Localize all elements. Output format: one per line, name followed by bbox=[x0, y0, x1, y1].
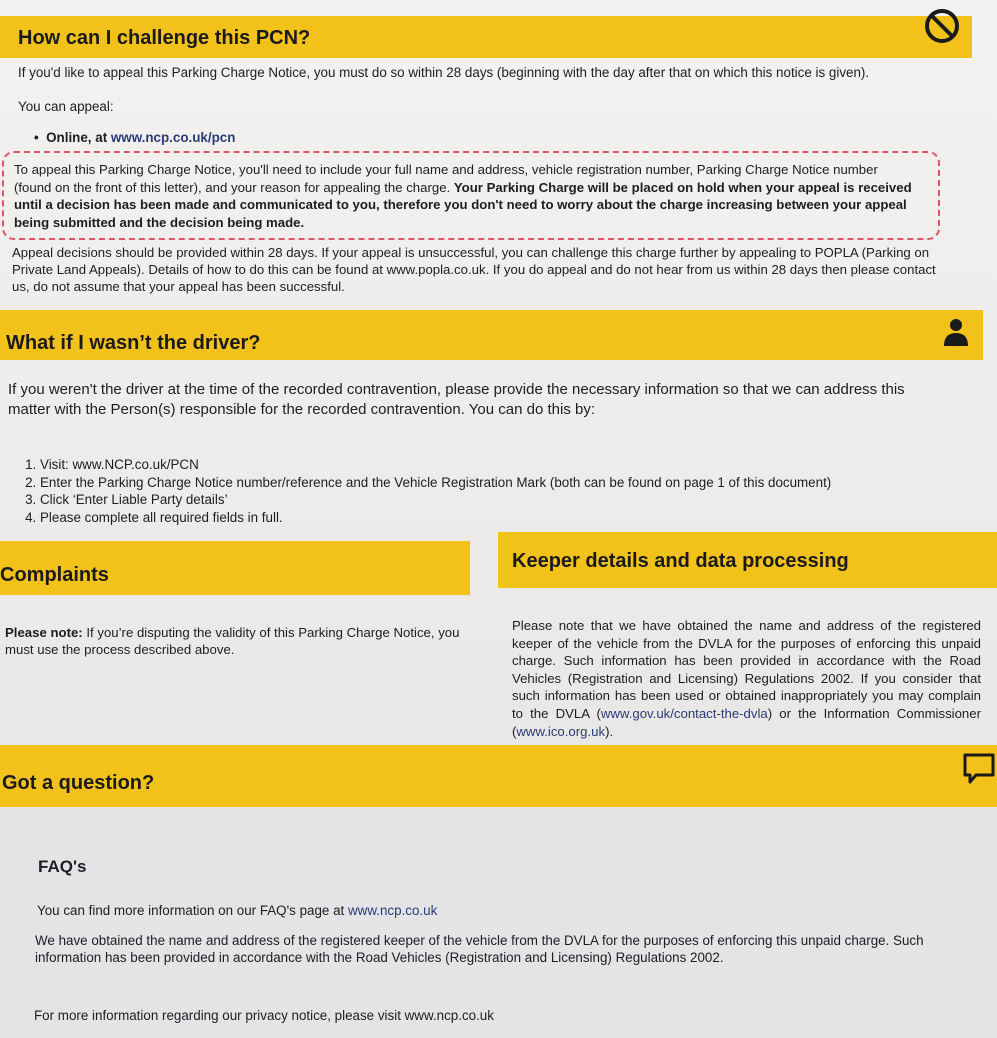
appeal-instructions-text: To appeal this Parking Charge Notice, you'll need to include your full name and address, vehicle registration number, Parking Charge Notice number (found on the front of this letter), and your reason for appealing the charge. bbox=[14, 162, 878, 195]
step-item: 4. Please complete all required fields in full. bbox=[40, 509, 831, 527]
driver-intro: If you weren't the driver at the time of the recorded contravention, please provide the necessary information so that we can address this matter with the Person(s) responsible for the recorded contravention. You can do this by: bbox=[8, 381, 905, 418]
speech-bubble-icon bbox=[962, 752, 996, 786]
section-title-question: Got a question? bbox=[2, 772, 155, 794]
person-icon bbox=[940, 316, 972, 348]
step-item: 3. Click ‘Enter Liable Party details’ bbox=[40, 491, 831, 509]
keeper-text-mid: ) or the Information Commissioner ( bbox=[512, 705, 981, 739]
bullet-dot: • bbox=[34, 130, 47, 145]
faq-line bbox=[37, 902, 937, 920]
appeal-online-bullet bbox=[34, 129, 235, 147]
section-title-challenge: How can I challenge this PCN? bbox=[18, 27, 311, 49]
appeal-hold-text: Your Parking Charge will be placed on hold when your appeal is received until a decision has been made and communicated to you, therefore you don't need to worry about the charge increasing between your appeal being submitted and the decision being made. bbox=[14, 179, 912, 230]
section-title-keeper: Keeper details and data processing bbox=[512, 550, 849, 572]
you-can-appeal-text: You can appeal: bbox=[18, 99, 114, 114]
ico-link[interactable]: www.ico.org.uk bbox=[516, 723, 606, 739]
section-band-challenge bbox=[0, 16, 972, 58]
section-title-driver: What if I wasn’t the driver? bbox=[6, 332, 261, 354]
complaints-note bbox=[5, 624, 475, 658]
faq-heading: FAQ's bbox=[38, 857, 87, 876]
section-band-complaints bbox=[0, 541, 470, 595]
keeper-text bbox=[512, 617, 981, 740]
faq-link[interactable]: www.ncp.co.uk bbox=[347, 903, 438, 918]
appeal-decisions-text: Appeal decisions should be provided within 28 days. If your appeal is unsuccessful, you can challenge this charge further by appealing to POPLA (Parking on Private Land Appeals). Details of how to do this can be found at www.popla.co.uk. If you do appeal and do not hear from us within 28 days then please contact us, do not assume that your appeal has been successful. bbox=[12, 245, 936, 294]
section-band-driver bbox=[0, 310, 983, 360]
faq-obtained-text: We have obtained the name and address of the registered keeper of the vehicle from the DVLA for the purposes of enforcing this unpaid charge. Such information has been provided in accordance with the Road Vehicles (Registration and Licensing) Regulations 2002. bbox=[35, 933, 924, 965]
section-band-keeper bbox=[498, 532, 997, 588]
faq-privacy-text: For more information regarding our privacy notice, please visit www.ncp.co.uk bbox=[34, 1008, 494, 1023]
appeal-instructions bbox=[14, 161, 914, 231]
step-item: 1. Visit: www.NCP.co.uk/PCN bbox=[40, 456, 831, 474]
faq-panel bbox=[0, 810, 997, 1038]
faq-line-text: You can find more information on our FAQ's page at bbox=[37, 903, 348, 918]
driver-steps-list bbox=[22, 456, 831, 526]
dvla-link[interactable]: www.gov.uk/contact-the-dvla bbox=[600, 705, 768, 721]
keeper-text-end: ). bbox=[605, 723, 614, 739]
complaints-note-text: If you’re disputing the validity of this Parking Charge Notice, you must use the process described above. bbox=[5, 625, 460, 657]
no-entry-icon bbox=[920, 6, 964, 46]
keeper-text-main: Please note that we have obtained the name and address of the registered keeper of the vehicle from the DVLA for the purposes of enforcing this unpaid charge. Such information has been provided in accordance with the Road Vehicles (Registration and Licensing) Regulations 2002. If you consider that such information has been used or obtained inappropriately you may complain to the DVLA ( bbox=[512, 618, 981, 721]
step-item: 2. Enter the Parking Charge Notice number/reference and the Vehicle Registration Mark (both can be found on page 1 of this document) bbox=[40, 474, 831, 492]
complaints-note-label: Please note: bbox=[5, 625, 83, 640]
appeal-link[interactable]: www.ncp.co.uk/pcn bbox=[110, 130, 236, 145]
section-band-question bbox=[0, 745, 997, 807]
bullet-label: Online, at bbox=[46, 130, 111, 145]
challenge-intro: If you'd like to appeal this Parking Charge Notice, you must do so within 28 days (beginning with the day after that on which this notice is given). bbox=[18, 65, 870, 80]
section-title-complaints: Complaints bbox=[0, 564, 109, 586]
